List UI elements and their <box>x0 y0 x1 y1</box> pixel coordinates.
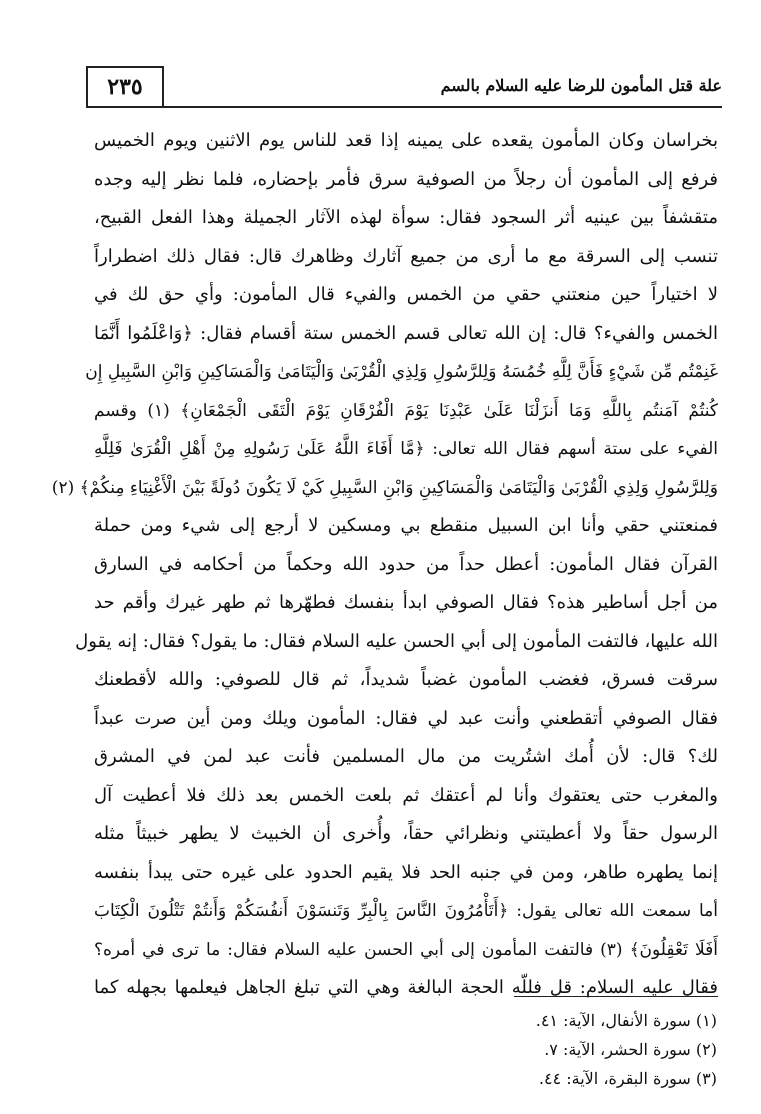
footnote-divider <box>514 996 718 997</box>
footnote: (١) سورة الأنفال، الآية: ٤١. <box>535 1011 717 1030</box>
page-header <box>86 66 722 108</box>
body-text <box>51 122 718 1008</box>
text-line: الله عليها، فالتفت المأمون إلى أبي الحسن عليه السلام فقال: ما يقول؟ فقال: إنه يقول <box>75 630 718 652</box>
text-line: الخمس والفيء؟ قال: إن الله تعالى قسم الخمس ستة أقسام فقال: ﴿وَاعْلَمُوا أَنَّمَا <box>94 322 718 344</box>
text-line: لك؟ قال: لأن أُمك اشتُريت من مال المسلمين فأنت عبد لمن في المشرق <box>94 746 718 767</box>
text-line: فقال الصوفي أتقطعني وأنت عبد لي فقال: المأمون ويلك ومن أين صرت عبداً <box>94 707 718 729</box>
text-line: إنما يطهره طاهر، ومن في جنبه الحد فلا يقيم الحدود على غيره حتى يبدأ بنفسه <box>94 861 718 883</box>
text-line: والمغرب حتى يعتقوك وأنا لم أعتقك ثم بلعت الخمس بعد ذلك فلا أعطيت آل <box>94 784 718 806</box>
text-line: فقال عليه السلام: قل فللّه الحجة البالغة وهي التي تبلغ الجاهل فيعلمها بجهله كما <box>94 977 718 998</box>
quran-verse-line: وَلِلرَّسُولِ وَلِذِي الْقُرْبَىٰ وَالْيَتَامَىٰ وَالْمَسَاكِينِ وَابْنِ السَّبِيلِ كَيْ لَا يَكُونَ دُولَةً بَيْنَ الْأَغْنِيَاءِ مِنكُمْ﴾ (٢) <box>51 477 718 498</box>
text-line: سرقت فسرق، فغضب المأمون غضباً شديداً، ثم قال للصوفي: والله لأقطعنك <box>94 669 718 690</box>
text-line: فرفع إلى المأمون أن رجلاً من الصوفية سرق فأمر بإحضاره، فلما نظر إليه وجده <box>94 168 718 190</box>
text-line: فمنعتني حقي وأنا ابن السبيل منقطع بي ومسكين لا أرجع إلى شيء ومن حملة <box>94 515 718 536</box>
footnote: (٢) سورة الحشر، الآية: ٧. <box>544 1040 717 1059</box>
footnote: (٣) سورة البقرة، الآية: ٤٤. <box>538 1069 717 1088</box>
text-line: من أجل أساطير هذه؟ فقال الصوفي ابدأ بنفسك فطهّرها ثم طهر غيرك وأقم حد <box>94 592 718 613</box>
text-line: تنسب إلى السرقة مع ما أرى من جميع آثارك وظاهرك قال: فقال ذلك اضطراراً <box>94 245 718 267</box>
text-line: بخراسان وكان المأمون يقعده على يمينه إذا قعد للناس يوم الاثنين ويوم الخميس <box>94 130 718 151</box>
quran-verse-line: الفيء على ستة أسهم فقال الله تعالى: ﴿مَّا أَفَاءَ اللَّهُ عَلَىٰ رَسُولِهِ مِنْ أَهْلِ الْقُرَىٰ فَلِلَّهِ <box>94 439 718 459</box>
quran-verse-line: كُنتُمْ آمَنتُم بِاللَّهِ وَمَا أَنزَلْنَا عَلَىٰ عَبْدِنَا يَوْمَ الْفُرْقَانِ يَوْمَ الْتَقَى الْجَمْعَانِ﴾ (١) وقسم <box>94 400 718 421</box>
quran-verse-line: أما سمعت الله تعالى يقول: ﴿أَتَأْمُرُونَ النَّاسَ بِالْبِرِّ وَتَنسَوْنَ أَنفُسَكُمْ وَأَنتُمْ تَتْلُونَ الْكِتَابَ <box>94 901 718 921</box>
quran-verse-line: أَفَلَا تَعْقِلُونَ﴾ (٣) فالتفت المأمون إلى أبي الحسن عليه السلام فقال: ما ترى في أمره؟ <box>94 939 718 960</box>
page-number: ٢٣٥ <box>86 66 164 106</box>
footnotes <box>417 1006 717 1093</box>
text-line: الرسول حقاً ولا أعطيتني ونظرائي حقاً، وأُخرى أن الخبيث لا يطهر خبيثاً مثله <box>94 823 718 844</box>
text-line: لا اختياراً حين منعتني حقي من الخمس والفيء قال المأمون: وأي حق لك في <box>94 284 718 305</box>
running-title: علة قتل المأمون للرضا عليه السلام بالسم <box>440 76 722 95</box>
quran-verse-line: غَنِمْتُم مِّن شَيْءٍ فَأَنَّ لِلَّهِ خُمُسَهُ وَلِلرَّسُولِ وَلِذِي الْقُرْبَىٰ وَالْيَتَامَىٰ وَالْمَسَاكِينِ وَابْنِ السَّبِيلِ إِن <box>85 362 718 382</box>
text-line: القرآن فقال المأمون: أعطل حداً من حدود الله وحكماً من أحكامه في السارق <box>94 553 718 575</box>
text-line: متقشفاً بين عينيه أثر السجود فقال: سوأة لهذه الآثار الجميلة وهذا الفعل القبيح، <box>94 207 718 228</box>
